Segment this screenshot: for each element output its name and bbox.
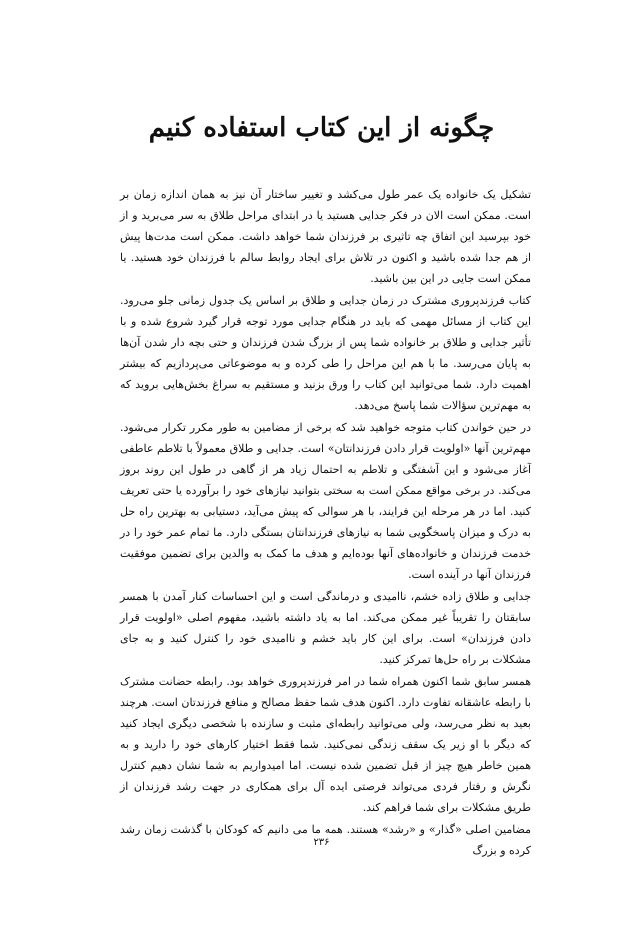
paragraph: در حین خواندن کتاب متوجه خواهید شد که برخی از مضامین به طور مکرر تکرار می‌شود. مهم‌ترین آنها «اولویت قرار دادن فرزندانتان» است. جدایی و طلاق معمولاً با تلاطم عاطفی آغاز می‌شود و این آشفتگی و تلاطم به احتمال زیاد هر از گاهی در طول این روند بروز می‌کند. در برخی مواقع ممکن است به سختی بتوانید نیازهای خود را برآورده یا حتی تعریف کنید. اما در هر مرحله این فرایند، با هر سوالی که پیش می‌آید، دستیابی به بهترین راه حل به درک و میزان پاسخگویی شما به نیازهای فرزندانتان بستگی دارد. ما تمام عمر خود را در خدمت فرزندان و خانواده‌های آنها بوده‌ایم و هدف ما کمک به والدین برای تضمین موفقیت فرزندان آنها در آینده است. <box>120 421 531 581</box>
page-title: چگونه از این کتاب استفاده کنیم <box>148 113 495 143</box>
body-text <box>120 184 531 862</box>
paragraph: جدایی و طلاق زاده خشم، ناامیدی و درماندگی است و این احساسات کنار آمدن با همسر سابقتان را تقریباً غیر ممکن می‌کند. اما به یاد داشته باشید، مفهوم اصلی «اولویت قرار دادن فرزندان» است. برای این کار باید خشم و ناامیدی خود را کنترل کنید و به جای مشکلات بر راه حل‌ها تمرکز کنید. <box>120 590 531 666</box>
paragraph: همسر سابق شما اکنون همراه شما در امر فرزندپروری خواهد بود. رابطه حضانت مشترک با رابطه عاشقانه تفاوت دارد. اکنون هدف شما حفظ مصالح و منافع فرزندتان است. هرچند بعید به نظر می‌رسد، ولی می‌توانید رابطه‌ای مثبت و سازنده با شخصی دیگری ایجاد کنید که دیگر با او زیر یک سقف زندگی نمی‌کنید. شما فقط اختیار کارهای خود را دارید و به همین خاطر هیچ چیز از قبل تضمین شده نیست. اما امیدواریم به شما نشان دهیم کنترل نگرش و رفتار فردی می‌تواند فرصتی ایده آل برای همکاری در جهت رشد فرزندان از طریق مشکلات برای شما فراهم کند. <box>120 675 531 814</box>
paragraph: کتاب فرزندپروری مشترک در زمان جدایی و طلاق بر اساس یک جدول زمانی جلو می‌رود. این کتاب از مسائل مهمی که باید در هنگام جدایی مورد توجه قرار گیرد شروع شده و با تأثیر جدایی و طلاق بر خانواده شما پس از بزرگ شدن فرزندان و حتی بچه دار شدن آن‌ها به پایان می‌رسد. ما با هم این مراحل را طی کرده و به موضوعاتی می‌پردازیم که بیشتر اهمیت دارد. شما می‌توانید این کتاب را ورق بزنید و مستقیم به سراغ بخش‌هایی بروید که به مهم‌ترین سؤالات شما پاسخ می‌دهد. <box>120 294 531 412</box>
paragraph: تشکیل یک خانواده یک عمر طول می‌کشد و تغییر ساختار آن نیز به همان اندازه زمان بر است. ممکن است الان در فکر جدایی هستید یا در ابتدای مراحل طلاق به سر می‌برید و از خود بپرسید این اتفاق چه تاثیری بر فرزندان شما خواهد داشت. ممکن است مدت‌ها پیش از هم جدا شده باشید و اکنون در تلاش برای ایجاد روابط سالم با فرزندان خود هستید. یا ممکن است جایی در این بین باشید. <box>120 188 531 285</box>
page-number: ۲۳۶ <box>313 837 330 848</box>
paragraph: مضامین اصلی «گذار» و «رشد» هستند. همه ما می دانیم که کودکان با گذشت زمان رشد کرده و بزرگ <box>120 823 531 857</box>
